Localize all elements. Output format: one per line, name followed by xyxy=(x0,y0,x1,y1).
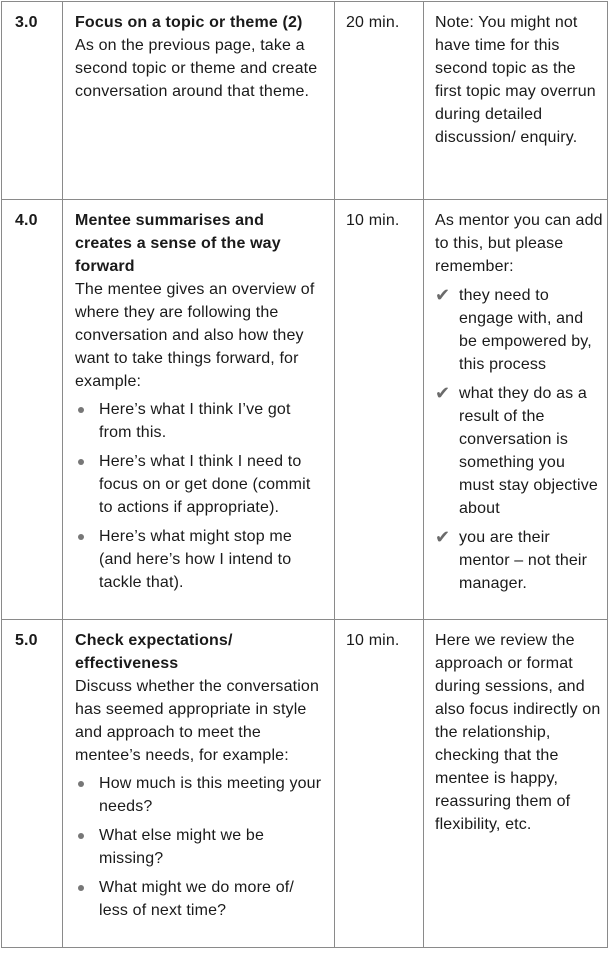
checkmark-icon: ✔ xyxy=(435,527,451,548)
checklist xyxy=(435,284,603,595)
list-item xyxy=(75,450,324,519)
list-item xyxy=(75,824,324,870)
step-title: Mentee summarises and creates a sense of the way forward xyxy=(75,212,281,275)
list-item xyxy=(435,284,603,376)
list-item xyxy=(75,398,324,444)
list-item xyxy=(435,382,603,520)
list-item-text: What else might we be missing? xyxy=(99,827,265,867)
table-row xyxy=(2,620,608,948)
step-number: 5.0 xyxy=(2,620,63,948)
list-item-text: what they do as a result of the conversation is something you must stay objective about xyxy=(459,385,598,517)
step-title: Focus on a topic or theme (2) xyxy=(75,14,303,31)
step-body: As on the previous page, take a second topic or theme and create conversation around that theme. xyxy=(75,37,318,100)
bullet-dot-icon xyxy=(78,407,84,413)
step-note xyxy=(424,200,608,620)
list-item-text: Here’s what might stop me (and here’s how I intend to tackle that). xyxy=(99,528,292,591)
list-item xyxy=(75,772,324,818)
step-note: Here we review the approach or format during sessions, and also focus indirectly on the relationship, checking that the mentee is happy, reassuring them of flexibility, etc. xyxy=(424,620,608,948)
step-duration: 20 min. xyxy=(335,2,424,200)
bullet-dot-icon xyxy=(78,781,84,787)
list-item-text: What might we do more of/ less of next time? xyxy=(99,879,294,919)
list-item-text: Here’s what I think I’ve got from this. xyxy=(99,401,291,441)
step-title: Check expectations/ effectiveness xyxy=(75,632,233,672)
session-plan-table xyxy=(1,1,608,948)
note-text: As mentor you can add to this, but please remember: xyxy=(435,212,603,275)
checkmark-icon: ✔ xyxy=(435,383,451,404)
step-description xyxy=(63,200,335,620)
step-number: 4.0 xyxy=(2,200,63,620)
list-item-text: you are their mentor – not their manager. xyxy=(459,529,588,592)
checkmark-icon: ✔ xyxy=(435,285,451,306)
step-description xyxy=(63,2,335,200)
bullet-dot-icon xyxy=(78,459,84,465)
table-row xyxy=(2,200,608,620)
step-note: Note: You might not have time for this second topic as the first topic may overrun during detailed discussion/ enquiry. xyxy=(424,2,608,200)
step-duration: 10 min. xyxy=(335,620,424,948)
example-list xyxy=(75,398,324,594)
table-row xyxy=(2,2,608,200)
bullet-dot-icon xyxy=(78,885,84,891)
list-item-text: Here’s what I think I need to focus on or get done (commit to actions if appropriate). xyxy=(99,453,311,516)
list-item xyxy=(75,525,324,594)
step-body: The mentee gives an overview of where they are following the conversation and also how they want to take things forward, for example: xyxy=(75,281,315,390)
step-duration: 10 min. xyxy=(335,200,424,620)
step-description xyxy=(63,620,335,948)
list-item xyxy=(75,876,324,922)
step-number: 3.0 xyxy=(2,2,63,200)
list-item-text: How much is this meeting your needs? xyxy=(99,775,322,815)
step-body: Discuss whether the conversation has seemed appropriate in style and approach to meet the mentee’s needs, for example: xyxy=(75,678,320,764)
list-item-text: they need to engage with, and be empowered by, this process xyxy=(459,287,592,373)
example-list xyxy=(75,772,324,922)
bullet-dot-icon xyxy=(78,833,84,839)
list-item xyxy=(435,526,603,595)
bullet-dot-icon xyxy=(78,534,84,540)
